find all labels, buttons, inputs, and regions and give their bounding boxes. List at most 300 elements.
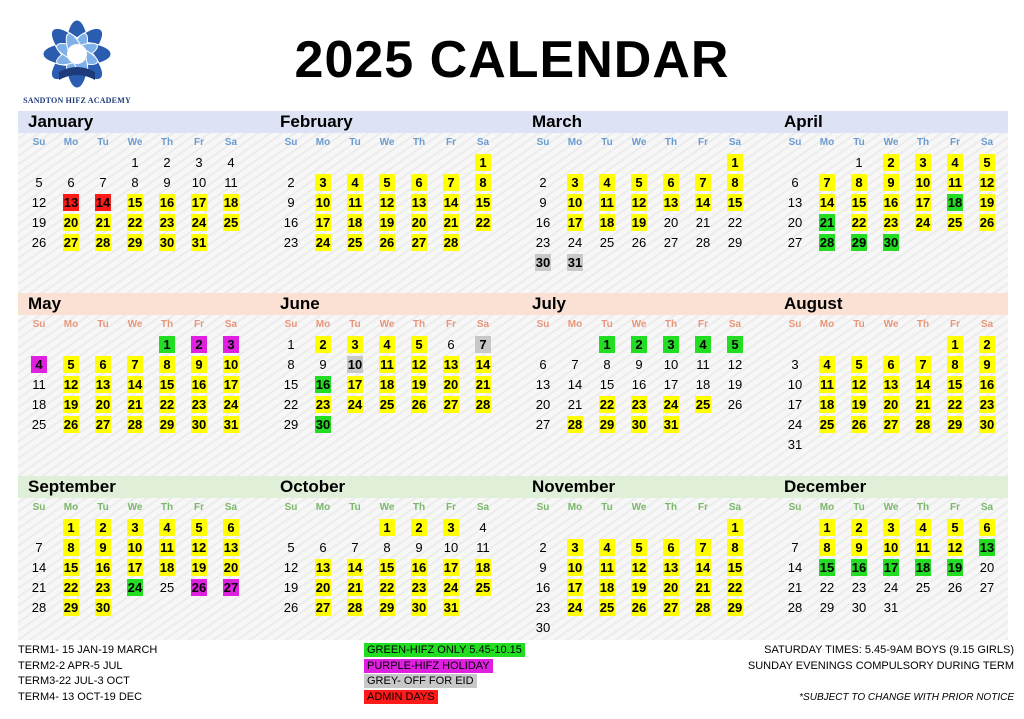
day-cell: 22	[851, 215, 867, 230]
day-cell: 30	[631, 417, 647, 432]
week-row	[275, 233, 518, 253]
day-cell: 21	[443, 215, 459, 230]
day-cell: 9	[163, 175, 171, 190]
day-cell: 13	[883, 377, 899, 392]
day-cell: 16	[283, 215, 299, 230]
day-cell: 2	[971, 335, 1003, 355]
weekday-label: Mo	[63, 319, 79, 330]
day-cell: 7	[119, 355, 151, 375]
day-cell: 7	[351, 540, 359, 555]
day-cell: 21	[347, 580, 363, 595]
day-cell: 31	[787, 437, 803, 452]
day-cell: 23	[159, 215, 175, 230]
week-row	[23, 578, 266, 598]
week-row	[779, 415, 1022, 435]
day-cell: 29	[283, 417, 299, 432]
week-row	[527, 253, 770, 273]
month-june	[270, 293, 518, 435]
day-cell: 16	[411, 560, 427, 575]
day-cell: 29	[851, 235, 867, 250]
day-cell: 29	[599, 417, 615, 432]
week-row	[23, 395, 266, 415]
weekday-label: We	[883, 502, 899, 513]
day-cell: 9	[87, 538, 119, 558]
day-cell: 8	[939, 355, 971, 375]
weekday-label: Su	[536, 502, 550, 513]
day-cell: 10	[191, 175, 207, 190]
day-cell: 5	[719, 335, 751, 355]
empty-cell	[971, 598, 1003, 618]
week-row	[275, 578, 518, 598]
week-row	[275, 395, 518, 415]
day-cell: 20	[95, 397, 111, 412]
day-cell: 19	[31, 215, 47, 230]
day-cell: 15	[379, 560, 395, 575]
month-january	[18, 111, 266, 253]
empty-cell	[655, 253, 687, 273]
day-cell: 18	[475, 560, 491, 575]
week-row	[779, 335, 1022, 355]
day-cell: 20	[443, 377, 459, 392]
day-cell: 28	[443, 235, 459, 250]
day-cell: 10	[443, 540, 459, 555]
day-cell: 21	[475, 377, 491, 392]
month-name: August	[784, 294, 843, 313]
empty-cell	[843, 335, 875, 355]
day-cell: 17	[127, 560, 143, 575]
day-cell: 11	[600, 560, 614, 575]
week-row	[779, 518, 1022, 538]
weekday-label: Fr	[194, 319, 204, 330]
term-1: TERM1- 15 JAN-19 MARCH	[18, 644, 158, 656]
week-row	[779, 558, 1022, 578]
day-cell: 24	[663, 397, 679, 412]
day-cell: 24	[223, 397, 239, 412]
empty-cell	[687, 518, 719, 538]
month-name: July	[532, 294, 567, 313]
weekday-label: Mo	[63, 502, 79, 513]
day-cell: 30	[979, 417, 995, 432]
day-cell: 2	[875, 153, 907, 173]
day-cell: 31	[663, 417, 679, 432]
week-row	[275, 335, 518, 355]
week-row	[275, 153, 518, 173]
day-cell: 1	[55, 518, 87, 538]
week-row	[779, 233, 1022, 253]
day-cell: 6	[87, 355, 119, 375]
weekday-label: Su	[32, 137, 46, 148]
weekday-label: Fr	[446, 502, 456, 513]
day-cell: 20	[535, 397, 551, 412]
day-cell: 3	[791, 357, 799, 372]
day-cell: 29	[727, 600, 743, 615]
day-cell: 22	[599, 397, 615, 412]
weekday-label: Su	[788, 319, 802, 330]
day-cell: 26	[851, 417, 867, 432]
empty-cell	[939, 233, 971, 253]
day-cell: 3	[559, 538, 591, 558]
day-cell: 29	[947, 417, 963, 432]
day-cell: 18	[379, 377, 395, 392]
day-cell: 25	[947, 215, 963, 230]
day-cell: 26	[31, 235, 47, 250]
empty-cell	[779, 153, 811, 173]
month-name: June	[280, 294, 320, 313]
empty-cell	[467, 233, 499, 253]
day-cell: 14	[127, 377, 143, 392]
day-cell: 27	[443, 397, 459, 412]
week-row	[779, 355, 1022, 375]
empty-cell	[183, 598, 215, 618]
day-cell: 15	[599, 377, 615, 392]
day-cell: 14	[347, 560, 363, 575]
empty-cell	[23, 153, 55, 173]
day-cell: 8	[383, 540, 391, 555]
day-cell: 26	[411, 397, 427, 412]
legend-green: GREEN-HIFZ ONLY 5.45-10.15	[364, 643, 525, 657]
day-cell: 6	[403, 173, 435, 193]
month-december	[774, 476, 1022, 618]
empty-cell	[559, 153, 591, 173]
day-cell: 11	[160, 540, 174, 555]
weekday-header	[774, 498, 1022, 518]
week-row	[23, 335, 266, 355]
weekday-label: Th	[412, 502, 426, 513]
day-cell: 15	[727, 195, 743, 210]
day-cell: 17	[315, 215, 331, 230]
empty-cell	[467, 415, 499, 435]
day-cell: 16	[159, 195, 175, 210]
empty-cell	[907, 598, 939, 618]
week-row	[527, 518, 770, 538]
day-cell: 22	[727, 215, 743, 230]
empty-cell	[939, 598, 971, 618]
day-cell: 18	[695, 377, 711, 392]
weekday-label: Tu	[349, 137, 361, 148]
day-cell: 31	[223, 417, 239, 432]
weekday-label: Tu	[349, 319, 361, 330]
day-cell: 8	[287, 357, 295, 372]
day-cell: 19	[631, 580, 647, 595]
day-cell: 30	[883, 235, 899, 250]
empty-cell	[907, 233, 939, 253]
day-cell: 2	[307, 335, 339, 355]
week-row	[527, 193, 770, 213]
weekday-label: We	[127, 319, 143, 330]
day-cell: 24	[127, 580, 143, 595]
week-row	[779, 153, 1022, 173]
day-cell: 21	[819, 215, 835, 230]
week-row	[23, 193, 266, 213]
weekday-label: Sa	[476, 502, 490, 513]
day-cell: 16	[883, 195, 899, 210]
day-cell: 4	[907, 518, 939, 538]
day-cell: 16	[851, 560, 867, 575]
month-name: February	[280, 112, 353, 131]
day-cell: 2	[539, 175, 547, 190]
day-cell: 15	[475, 195, 491, 210]
day-cell: 18	[159, 560, 175, 575]
day-cell: 4	[479, 520, 487, 535]
weekday-header	[270, 498, 518, 518]
weekday-label: Sa	[980, 319, 994, 330]
empty-cell	[719, 618, 751, 638]
empty-cell	[907, 335, 939, 355]
term-2: TERM2-2 APR-5 JUL	[18, 659, 123, 672]
day-cell: 12	[631, 560, 647, 575]
weekday-header	[522, 498, 770, 518]
month-august	[774, 293, 1022, 455]
weekday-label: Su	[788, 502, 802, 513]
day-cell: 28	[347, 600, 363, 615]
day-cell: 6	[447, 337, 455, 352]
day-cell: 21	[31, 580, 47, 595]
empty-cell	[591, 618, 623, 638]
day-cell: 26	[63, 417, 79, 432]
week-row	[23, 233, 266, 253]
day-cell: 28	[127, 417, 143, 432]
day-cell: 7	[467, 335, 499, 355]
empty-cell	[971, 435, 1003, 455]
day-cell: 1	[131, 155, 139, 170]
day-cell: 29	[159, 417, 175, 432]
legend-purple: PURPLE-HIFZ HOLIDAY	[364, 659, 493, 673]
week-row	[275, 538, 518, 558]
day-cell: 5	[287, 540, 295, 555]
day-cell: 11	[820, 377, 834, 392]
month-name: March	[532, 112, 583, 131]
weekday-header	[522, 315, 770, 335]
day-cell: 9	[971, 355, 1003, 375]
empty-cell	[55, 153, 87, 173]
weekday-label: Tu	[601, 502, 613, 513]
day-cell: 20	[315, 580, 331, 595]
day-cell: 11	[916, 540, 930, 555]
day-cell: 12	[947, 540, 963, 555]
day-cell: 2	[183, 335, 215, 355]
week-row	[23, 415, 266, 435]
day-cell: 3	[119, 518, 151, 538]
day-cell: 26	[283, 600, 299, 615]
day-cell: 7	[435, 173, 467, 193]
day-cell: 2	[403, 518, 435, 538]
day-cell: 20	[663, 580, 679, 595]
day-cell: 25	[599, 235, 615, 250]
week-row	[779, 193, 1022, 213]
day-cell: 5	[843, 355, 875, 375]
empty-cell	[779, 335, 811, 355]
weekday-label: Mo	[315, 502, 331, 513]
day-cell: 17	[223, 377, 239, 392]
day-cell: 6	[791, 175, 799, 190]
empty-cell	[215, 233, 247, 253]
day-cell: 25	[347, 235, 363, 250]
day-cell: 4	[151, 518, 183, 538]
day-cell: 15	[283, 377, 299, 392]
day-cell: 11	[476, 540, 490, 555]
day-cell: 15	[819, 560, 835, 575]
month-name: May	[28, 294, 62, 313]
weekday-label: Th	[160, 502, 174, 513]
day-cell: 2	[87, 518, 119, 538]
day-cell: 9	[539, 195, 547, 210]
term-4: TERM4- 13 OCT-19 DEC	[18, 690, 143, 703]
day-cell: 28	[915, 417, 931, 432]
day-cell: 22	[159, 397, 175, 412]
day-cell: 25	[915, 580, 931, 595]
weekday-label: Tu	[97, 502, 109, 513]
day-cell: 21	[127, 397, 143, 412]
empty-cell	[307, 153, 339, 173]
empty-cell	[907, 435, 939, 455]
week-row	[275, 415, 518, 435]
empty-cell	[371, 153, 403, 173]
day-cell: 13	[663, 560, 679, 575]
day-cell: 3	[215, 335, 247, 355]
legend-grey: GREY- OFF FOR EID	[364, 674, 477, 688]
day-cell: 27	[535, 417, 551, 432]
day-cell: 27	[63, 235, 79, 250]
empty-cell	[843, 435, 875, 455]
day-cell: 16	[631, 377, 647, 392]
legend-admin: ADMIN DAYS	[364, 690, 438, 704]
day-cell: 1	[855, 155, 863, 170]
day-cell: 23	[535, 600, 551, 615]
weekday-label: Th	[916, 502, 930, 513]
month-name: January	[28, 112, 94, 131]
day-cell: 1	[151, 335, 183, 355]
day-cell: 17	[443, 560, 459, 575]
day-cell: 24	[191, 215, 207, 230]
day-cell: 22	[127, 215, 143, 230]
month-july	[522, 293, 770, 435]
day-cell: 11	[600, 195, 614, 210]
weekday-label: Su	[536, 137, 550, 148]
empty-cell	[119, 335, 151, 355]
day-cell: 2	[539, 540, 547, 555]
day-cell: 12	[31, 195, 47, 210]
day-cell: 3	[875, 518, 907, 538]
day-cell: 20	[979, 560, 995, 575]
day-cell: 21	[915, 397, 931, 412]
day-cell: 8	[467, 173, 499, 193]
week-row	[23, 598, 266, 618]
day-cell: 23	[979, 397, 995, 412]
day-cell: 12	[851, 377, 867, 392]
day-cell: 16	[95, 560, 111, 575]
day-cell: 25	[379, 397, 395, 412]
week-row	[527, 375, 770, 395]
day-cell: 29	[127, 235, 143, 250]
weekday-label: Th	[664, 319, 678, 330]
week-row	[23, 375, 266, 395]
day-cell: 12	[63, 377, 79, 392]
empty-cell	[527, 518, 559, 538]
day-cell: 22	[379, 580, 395, 595]
day-cell: 24	[567, 235, 583, 250]
day-cell: 29	[63, 600, 79, 615]
day-cell: 12	[379, 195, 395, 210]
day-cell: 1	[591, 335, 623, 355]
weekday-label: We	[631, 319, 647, 330]
day-cell: 14	[95, 195, 111, 210]
month-name: November	[532, 477, 616, 496]
week-row	[23, 538, 266, 558]
day-cell: 15	[947, 377, 963, 392]
day-cell: 8	[603, 357, 611, 372]
empty-cell	[87, 335, 119, 355]
day-cell: 27	[663, 600, 679, 615]
empty-cell	[23, 335, 55, 355]
empty-cell	[435, 415, 467, 435]
empty-cell	[403, 153, 435, 173]
weekday-label: Mo	[819, 137, 835, 148]
day-cell: 26	[379, 235, 395, 250]
week-row	[527, 153, 770, 173]
day-cell: 18	[599, 215, 615, 230]
week-row	[275, 558, 518, 578]
day-cell: 5	[623, 173, 655, 193]
empty-cell	[687, 253, 719, 273]
day-cell: 11	[380, 357, 394, 372]
day-cell: 14	[567, 377, 583, 392]
day-cell: 27	[411, 235, 427, 250]
day-cell: 24	[915, 215, 931, 230]
month-september	[18, 476, 266, 618]
empty-cell	[559, 335, 591, 355]
empty-cell	[719, 253, 751, 273]
day-cell: 22	[283, 397, 299, 412]
day-cell: 9	[875, 173, 907, 193]
day-cell: 8	[131, 175, 139, 190]
week-row	[779, 435, 1022, 455]
weekday-label: Su	[284, 137, 298, 148]
day-cell: 22	[475, 215, 491, 230]
day-cell: 4	[339, 173, 371, 193]
day-cell: 19	[283, 580, 299, 595]
day-cell: 9	[415, 540, 423, 555]
day-cell: 11	[948, 175, 962, 190]
week-row	[527, 578, 770, 598]
day-cell: 9	[635, 357, 643, 372]
day-cell: 25	[819, 417, 835, 432]
day-cell: 20	[787, 215, 803, 230]
empty-cell	[527, 153, 559, 173]
term-dates	[18, 643, 157, 705]
day-cell: 30	[535, 620, 551, 635]
day-cell: 4	[227, 155, 235, 170]
month-may	[18, 293, 266, 435]
weekday-label: We	[631, 502, 647, 513]
day-cell: 3	[195, 155, 203, 170]
empty-cell	[591, 518, 623, 538]
day-cell: 13	[411, 195, 427, 210]
empty-cell	[151, 598, 183, 618]
weekday-label: Sa	[476, 319, 490, 330]
weekday-header	[774, 315, 1022, 335]
day-cell: 7	[571, 357, 579, 372]
day-cell: 5	[55, 355, 87, 375]
day-cell: 5	[403, 335, 435, 355]
day-cell: 16	[535, 580, 551, 595]
weekday-label: Mo	[819, 502, 835, 513]
empty-cell	[467, 598, 499, 618]
week-row	[23, 173, 266, 193]
day-cell: 15	[851, 195, 867, 210]
day-cell: 18	[347, 215, 363, 230]
weekday-label: We	[379, 502, 395, 513]
day-cell: 4	[939, 153, 971, 173]
